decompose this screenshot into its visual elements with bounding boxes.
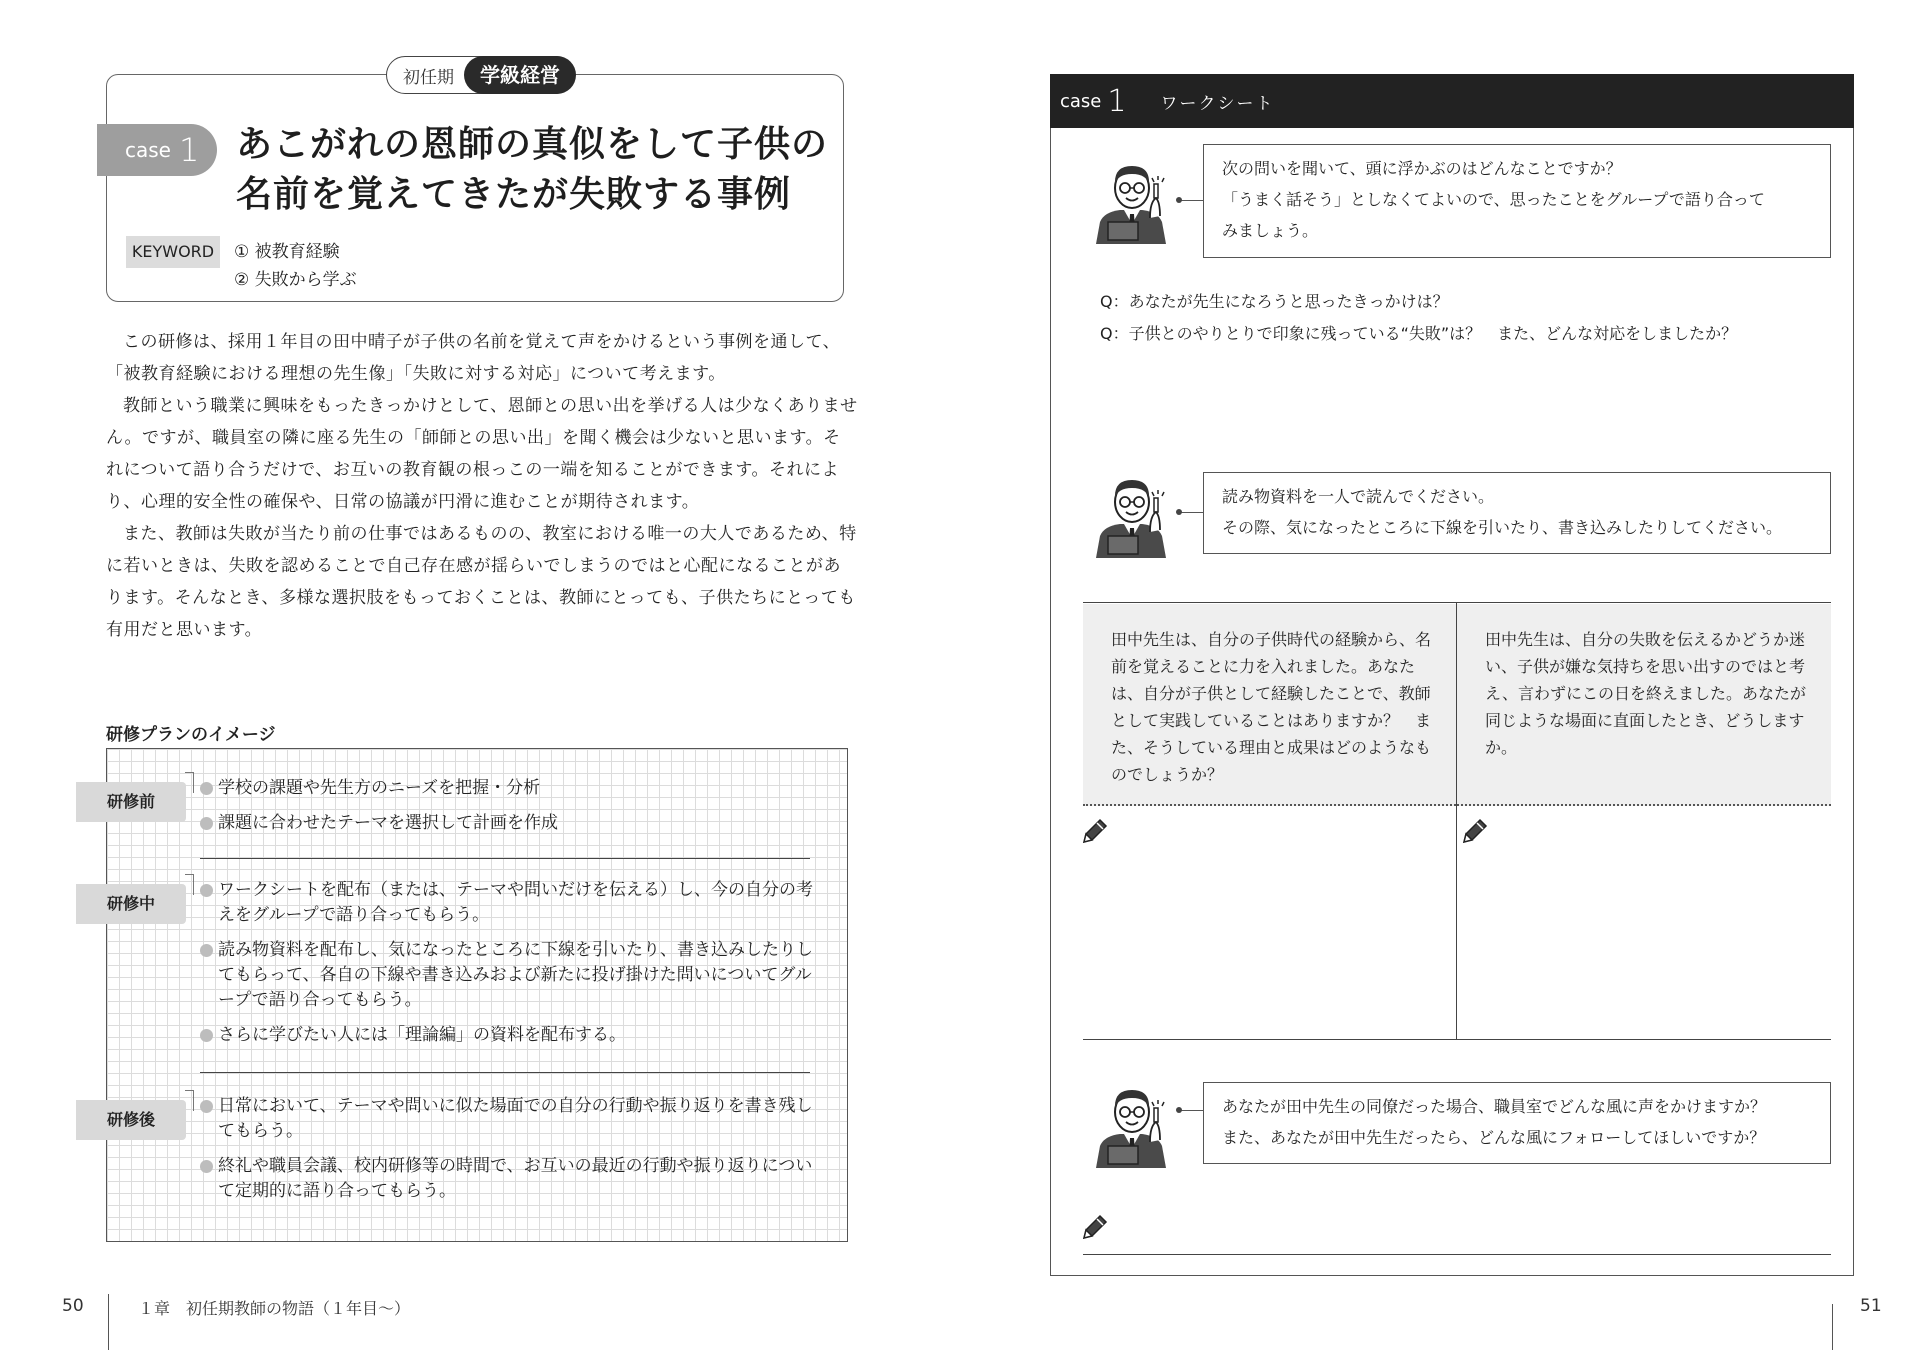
question-item: Q：あなたが先生になろうと思ったきっかけは？ xyxy=(1100,292,1449,311)
footer-rule xyxy=(1832,1304,1833,1350)
list-item: 課題に合わせたテーマを選択して計画を作成 xyxy=(200,811,820,836)
ws-case-word: case xyxy=(1060,90,1102,112)
phase-label-before: 研修前 xyxy=(76,782,186,822)
stage-prefix: 初任期 xyxy=(403,67,454,88)
plan-heading: 研修プランのイメージ xyxy=(106,725,276,745)
teacher-illustration-icon xyxy=(1088,1080,1178,1170)
teacher-illustration-icon xyxy=(1088,156,1178,246)
page-number-left: 50 xyxy=(62,1296,84,1316)
body-paragraph: この研修は、採用１年目の田中晴子が子供の名前を覚えて声をかけるという事例を通して、「被教育経験における理想の先生像」「失敗に対する対応」について考えます。 xyxy=(106,332,841,384)
question-list xyxy=(1100,286,1737,350)
speech-line: 読み物資料を一人で読んでください。 xyxy=(1222,487,1495,506)
keyword-label: KEYWORD xyxy=(126,236,220,268)
stage-label xyxy=(386,56,575,94)
pencil-icon xyxy=(1460,816,1490,846)
ws-case-number: 1 xyxy=(1107,83,1127,119)
table-divider xyxy=(1456,602,1457,1040)
title-line-1: あこがれの恩師の真似をして子供の xyxy=(236,124,829,165)
page-title xyxy=(236,120,836,220)
pencil-icon xyxy=(1080,1212,1110,1242)
footer-rule xyxy=(108,1294,109,1350)
speech-bubble-3 xyxy=(1203,1082,1831,1164)
page-number-right: 51 xyxy=(1860,1296,1882,1316)
stage-main: 学級経営 xyxy=(464,56,576,94)
body-paragraph: また、教師は失敗が当たり前の仕事ではあるものの、教室における唯一の大人であるため、特に若いときは、失敗を認めることで自己存在感が揺らいでしまうのではと心配になることがあります。そんなとき、多様な選択肢をもっておくことは、教師にとっても、子供たちにとっても有用だと思います。 xyxy=(106,524,857,640)
speech-line: また、あなたが田中先生だったら、どんな風にフォローしてほしいですか？ xyxy=(1222,1128,1766,1147)
speech-line: あなたが田中先生の同僚だった場合、職員室でどんな風に声をかけますか？ xyxy=(1222,1097,1767,1116)
divider xyxy=(200,1072,810,1073)
phase-label-after: 研修後 xyxy=(76,1100,186,1140)
speech-line: 「うまく話そう」としなくてよいので、思ったことをグループで語り合って xyxy=(1222,190,1765,209)
keyword-item: ② 失敗から学ぶ xyxy=(234,270,357,290)
pencil-icon xyxy=(1080,816,1110,846)
divider xyxy=(200,858,810,859)
speech-bubble-2 xyxy=(1203,472,1831,554)
question-cell-right: 田中先生は、自分の失敗を伝えるかどうか迷い、子供が嫌な気持ちを思い出すのではと考え、言わずにこの日を終えました。あなたが同じような場面に直面したとき、どうしますか。 xyxy=(1457,604,1831,806)
phase-label-during: 研修中 xyxy=(76,884,186,924)
ws-header-title: ワークシート xyxy=(1160,93,1275,114)
body-text xyxy=(106,326,858,646)
title-line-2: 名前を覚えてきたが失敗する事例 xyxy=(236,174,792,215)
worksheet-header xyxy=(1050,74,1854,128)
body-paragraph: 教師という職業に興味をもったきっかけとして、恩師との思い出を挙げる人は少なくありません。ですが、職員室の隣に座る先生の「師師との思い出」を聞く機会は少ないと思います。それについて語り合うだけで、お互いの教育観の根っこの一端を知ることができます。それにより、心理的安全性の確保や、日常の協議が円滑に進むことが期待されます。 xyxy=(106,396,858,512)
list-item: さらに学びたい人には「理論編」の資料を配布する。 xyxy=(200,1023,820,1048)
chapter-footer: １章 初任期教師の物語（１年目〜） xyxy=(138,1299,411,1318)
phase-list-before xyxy=(200,776,820,846)
speech-connector xyxy=(1180,512,1204,513)
teacher-illustration-icon xyxy=(1088,470,1178,560)
list-item: 学校の課題や先生方のニーズを把握・分析 xyxy=(200,776,820,801)
speech-bubble-1 xyxy=(1203,144,1831,258)
list-item: 終礼や職員会議、校内研修等の時間で、お互いの最近の行動や振り返りについて定期的に語り合ってもらう。 xyxy=(200,1154,820,1204)
keyword-item: ① 被教育経験 xyxy=(234,242,340,262)
answer-line xyxy=(1083,1254,1831,1255)
speech-connector xyxy=(1180,200,1204,201)
phase-list-after xyxy=(200,1094,820,1214)
case-number: 1 xyxy=(178,131,200,169)
speech-line: みましょう。 xyxy=(1222,221,1319,240)
speech-line: 次の問いを聞いて、頭に浮かぶのはどんなことですか？ xyxy=(1222,159,1622,178)
list-item: 読み物資料を配布し、気になったところに下線を引いたり、書き込みしたりしてもらって、各自の下線や書き込みおよび新たに投げ掛けた問いについてグループで語り合ってもらう。 xyxy=(200,938,820,1013)
phase-list-during xyxy=(200,878,820,1058)
case-word: case xyxy=(125,138,171,162)
speech-connector xyxy=(1180,1110,1204,1111)
list-item: 日常において、テーマや問いに似た場面での自分の行動や振り返りを書き残してもらう。 xyxy=(200,1094,820,1144)
keyword-list xyxy=(234,238,357,294)
case-tab xyxy=(97,124,217,176)
speech-line: その際、気になったところに下線を引いたり、書き込みしたりしてください。 xyxy=(1222,518,1783,537)
question-cell-left: 田中先生は、自分の子供時代の経験から、名前を覚えることに力を入れました。あなたは、自分が子供として経験したことで、教師として実践していることはありますか？ また、そうしている理由と成果はどのようなものでしょうか？ xyxy=(1083,604,1456,806)
question-item: Q：子供とのやりとりで印象に残っている“失敗”は？ また、どんな対応をしましたか？ xyxy=(1100,324,1738,343)
list-item: ワークシートを配布（または、テーマや問いだけを伝える）し、今の自分の考えをグループで語り合ってもらう。 xyxy=(200,878,820,928)
